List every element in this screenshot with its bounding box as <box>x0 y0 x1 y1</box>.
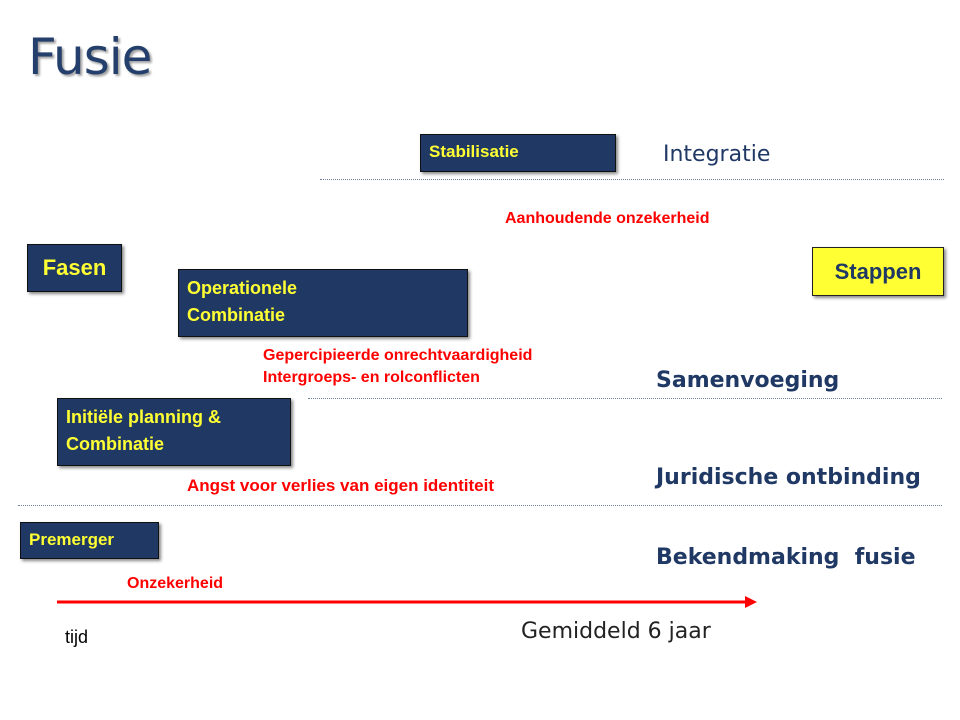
legend-fasen <box>27 244 122 292</box>
timeline-arrow <box>55 592 760 612</box>
phase-initiele-line1: Initiële planning & <box>66 407 222 427</box>
emotion-onrechtvaardigheid-line2: Intergroeps- en rolconflicten <box>263 369 480 386</box>
emotion-aanhoudende-onzekerheid: Aanhoudende onzekerheid <box>505 210 710 227</box>
legend-fasen-label: Fasen <box>42 255 107 280</box>
phase-premerger-label: Premerger <box>29 530 115 549</box>
phase-stabilisatie-label: Stabilisatie <box>429 142 519 161</box>
step-bekendmaking-fusie: Bekendmaking fusie <box>656 545 916 570</box>
timeline-duration-label: Gemiddeld 6 jaar <box>521 619 711 644</box>
separator-juridische <box>18 505 942 506</box>
legend-stappen <box>812 247 944 296</box>
emotion-onrechtvaardigheid-line1: Gepercipieerde onrechtvaardigheid <box>263 347 533 364</box>
phase-operationele-combinatie <box>178 269 468 337</box>
phase-stabilisatie <box>420 134 616 172</box>
step-integratie: Integratie <box>663 142 771 167</box>
page-title: Fusie <box>28 28 152 86</box>
separator-samenvoeging <box>308 398 942 399</box>
phase-initiele-planning <box>57 398 291 466</box>
legend-stappen-label: Stappen <box>834 258 922 284</box>
phase-operationele-line2: Combinatie <box>187 305 286 325</box>
phase-premerger <box>20 522 159 559</box>
timeline-axis-label: tijd <box>65 627 89 647</box>
separator-integratie <box>320 179 944 180</box>
step-juridische-ontbinding: Juridische ontbinding <box>656 465 921 490</box>
emotion-angst-identiteit: Angst voor verlies van eigen identiteit <box>187 476 495 495</box>
emotion-onrechtvaardigheid <box>263 345 532 389</box>
step-samenvoeging: Samenvoeging <box>656 368 840 393</box>
phase-operationele-line1: Operationele <box>187 278 298 298</box>
emotion-onzekerheid: Onzekerheid <box>127 575 224 592</box>
phase-initiele-line2: Combinatie <box>66 434 165 454</box>
